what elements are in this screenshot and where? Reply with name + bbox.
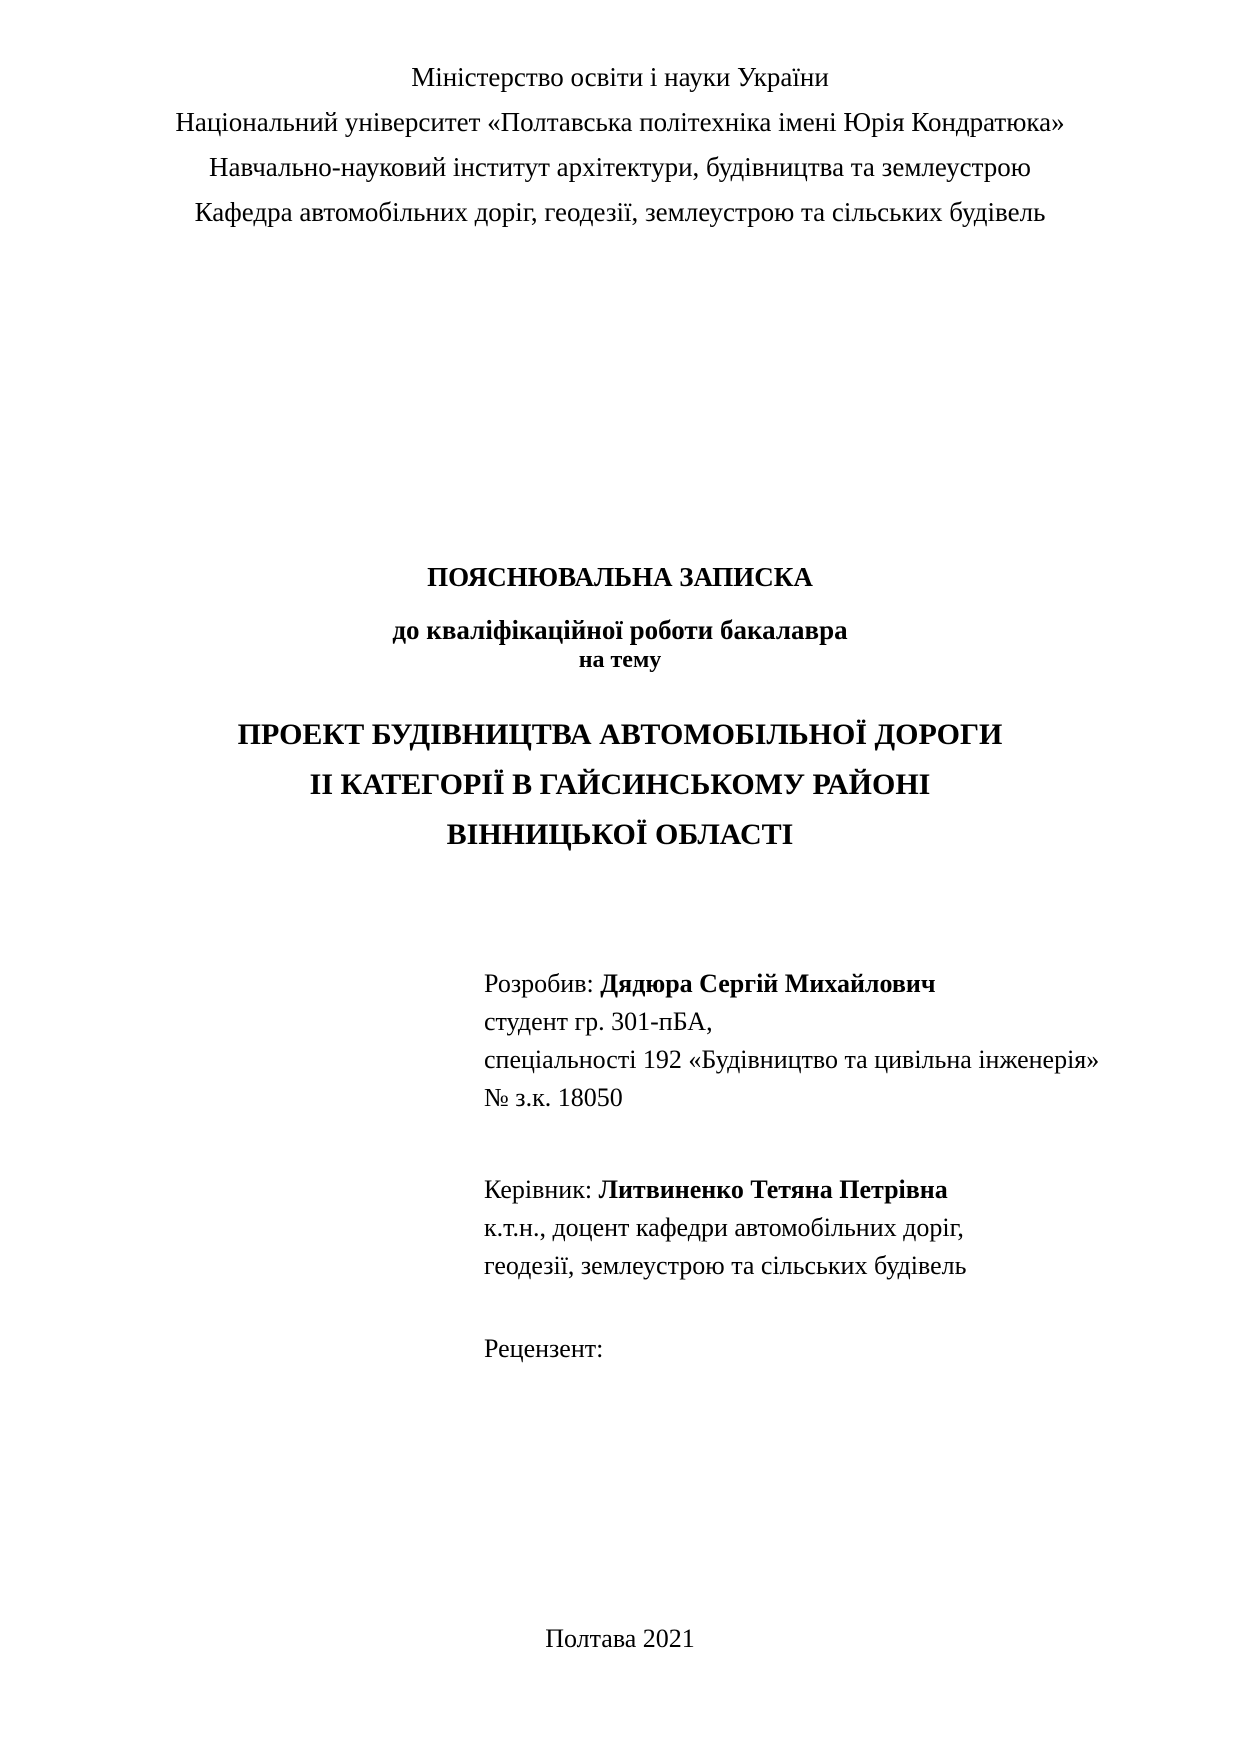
on-topic-label: на тему [578,647,662,673]
supervisor-label: Керівник: [484,1175,599,1204]
supervisor-position: к.т.н., доцент кафедри автомобільних доріг, [484,1213,964,1242]
topic-line-2: ІІ КАТЕГОРІЇ В ГАЙСИНСЬКОМУ РАЙОНІ [309,768,931,801]
reviewer-info [484,1330,603,1368]
supervisor-line [484,1171,967,1209]
supervisor-name: Литвиненко Тетяна Петрівна [598,1175,948,1204]
supervisor-info [484,1171,967,1285]
ministry-line: Міністерство освіти і науки України [411,62,829,92]
developer-name: Дядюра Сергій Михайлович [600,969,936,998]
topic-line-3: ВІННИЦЬКОЇ ОБЛАСТІ [446,818,794,851]
department-line: Кафедра автомобільних доріг, геодезії, землеустрою та сільських будівель [194,197,1046,227]
developer-info [484,965,1099,1117]
university-line: Національний університет «Полтавська політехніка імені Юрія Кондратюка» [175,107,1065,137]
student-record-number: № з.к. 18050 [484,1083,623,1112]
institution-header [0,55,1240,235]
document-subtitle: до кваліфікаційної роботи бакалавра [392,615,848,645]
reviewer-label: Рецензент: [484,1334,604,1363]
topic-line-1: ПРОЕКТ БУДІВНИЦТВА АВТОМОБІЛЬНОЇ ДОРОГИ [237,718,1003,751]
student-group: студент гр. 301-пБА, [484,1007,713,1036]
institute-line: Навчально-науковий інститут архітектури, будівництва та землеустрою [209,152,1031,182]
student-specialty: спеціальності 192 «Будівництво та цивільна інженерія» [484,1045,1100,1074]
developer-line [484,965,1099,1003]
developer-label: Розробив: [484,969,601,998]
supervisor-department: геодезії, землеустрою та сільських будівель [484,1251,967,1280]
document-type-title: ПОЯСНЮВАЛЬНА ЗАПИСКА [427,562,813,592]
city-year: Полтава 2021 [545,1624,695,1653]
thesis-topic [0,710,1240,860]
